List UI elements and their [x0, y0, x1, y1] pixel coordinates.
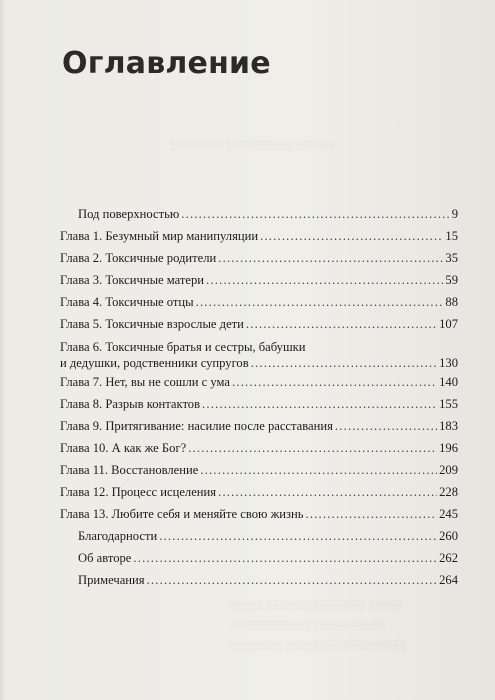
dot-leader — [181, 203, 449, 225]
toc-entry-page: 245 — [439, 507, 458, 521]
toc-entry-page: 196 — [439, 441, 458, 455]
toc-entry[interactable] — [60, 415, 458, 437]
toc-entry-title: Глава 7. Нет, вы не сошли с ума — [60, 375, 230, 389]
toc-entry-page: 155 — [439, 397, 458, 411]
dot-leader — [260, 225, 443, 247]
toc-entry[interactable] — [60, 503, 458, 525]
dot-leader — [246, 313, 437, 335]
dot-leader — [232, 371, 437, 393]
toc-entry[interactable] — [60, 525, 458, 547]
toc-entry-page: 88 — [445, 295, 458, 309]
show-through-text: ▒▒▒▒▒▒▒▒ ▒▒▒▒▒▒▒▒▒▒ ▒▒▒▒▒▒ — [170, 140, 336, 150]
dot-leader — [133, 547, 437, 569]
show-through-text: ▒▒▒▒▒▒▒▒ ▒▒▒▒▒▒▒▒▒▒▒▒▒▒▒▒▒▒ — [230, 640, 407, 650]
dot-leader — [202, 393, 437, 415]
toc-entry-title-line2: и дедушки, родственники супругов — [60, 356, 249, 370]
toc-entry-title: Благодарности — [78, 529, 158, 543]
toc-entry[interactable] — [60, 313, 458, 335]
toc-entry-title: Глава 2. Токсичные родители — [60, 251, 217, 265]
toc-entry-page: 183 — [439, 419, 458, 433]
toc-entry-page: 140 — [439, 375, 458, 389]
toc-entry[interactable] — [60, 459, 458, 481]
dot-leader — [200, 459, 437, 481]
show-through-text: ▒▒▒▒▒ ▒▒▒▒▒▒▒▒▒▒▒▒▒▒▒ ▒▒▒▒▒ — [230, 600, 403, 610]
toc-entry[interactable] — [60, 247, 458, 269]
toc-entry-title: Глава 1. Безумный мир манипуляции — [60, 229, 259, 243]
toc-entry-page: 130 — [439, 356, 458, 370]
toc-entry-page: 35 — [445, 251, 458, 265]
dot-leader — [206, 269, 443, 291]
toc-entry-title-line1: Глава 6. Токсичные братья и сестры, бабушки — [60, 340, 306, 354]
toc-entry-page: 260 — [439, 529, 458, 543]
toc-entry-title: Глава 4. Токсичные отцы — [60, 295, 194, 309]
toc-entry[interactable] — [60, 393, 458, 415]
toc-entry-page: 264 — [439, 573, 458, 587]
toc-entry-title: Глава 5. Токсичные взрослые дети — [60, 317, 244, 331]
toc-entry-title: Глава 12. Процесс исцеления — [60, 485, 217, 499]
dot-leader — [306, 503, 438, 525]
toc-entry-title: Примечания — [78, 573, 145, 587]
toc-entry-title: Глава 9. Притягивание: насилие после расставания — [60, 419, 333, 433]
show-through-text: ▒▒▒▒▒▒▒▒▒▒▒▒ ▒▒▒▒▒▒▒▒▒▒▒ — [230, 620, 387, 630]
toc-entry-title: Об авторе — [78, 551, 132, 565]
toc-entry[interactable] — [60, 291, 458, 313]
dot-leader — [159, 525, 437, 547]
dot-leader — [335, 415, 437, 437]
toc-entry-page: 9 — [451, 207, 458, 221]
dot-leader — [188, 437, 437, 459]
page-title: Оглавление — [62, 46, 271, 81]
toc-entry-title: Глава 3. Токсичные матери — [60, 273, 205, 287]
toc-entry-page: 228 — [439, 485, 458, 499]
toc-entry[interactable] — [60, 335, 458, 371]
dot-leader — [196, 291, 444, 313]
toc-entry-title: Глава 10. А как же Бог? — [60, 441, 187, 455]
toc-entry-page: 15 — [445, 229, 458, 243]
table-of-contents — [60, 203, 458, 591]
toc-entry-title: Под поверхностью — [78, 207, 180, 221]
toc-entry[interactable] — [60, 481, 458, 503]
dot-leader — [218, 481, 437, 503]
toc-entry-page: 59 — [445, 273, 458, 287]
toc-entry-page: 209 — [439, 463, 458, 477]
dot-leader — [218, 247, 443, 269]
dot-leader — [147, 569, 438, 591]
toc-entry-page: 262 — [439, 551, 458, 565]
toc-entry-title: Глава 13. Любите себя и меняйте свою жизнь — [60, 507, 304, 521]
toc-entry[interactable] — [60, 371, 458, 393]
toc-entry[interactable] — [60, 437, 458, 459]
toc-entry[interactable] — [60, 269, 458, 291]
toc-entry[interactable] — [60, 225, 458, 247]
toc-entry-title: Глава 11. Восстановление — [60, 463, 199, 477]
toc-entry[interactable] — [60, 569, 458, 591]
toc-entry-page: 107 — [439, 317, 458, 331]
dot-leader — [251, 355, 437, 371]
toc-entry-title: Глава 8. Разрыв контактов — [60, 397, 201, 411]
toc-entry[interactable] — [60, 203, 458, 225]
toc-entry[interactable] — [60, 547, 458, 569]
